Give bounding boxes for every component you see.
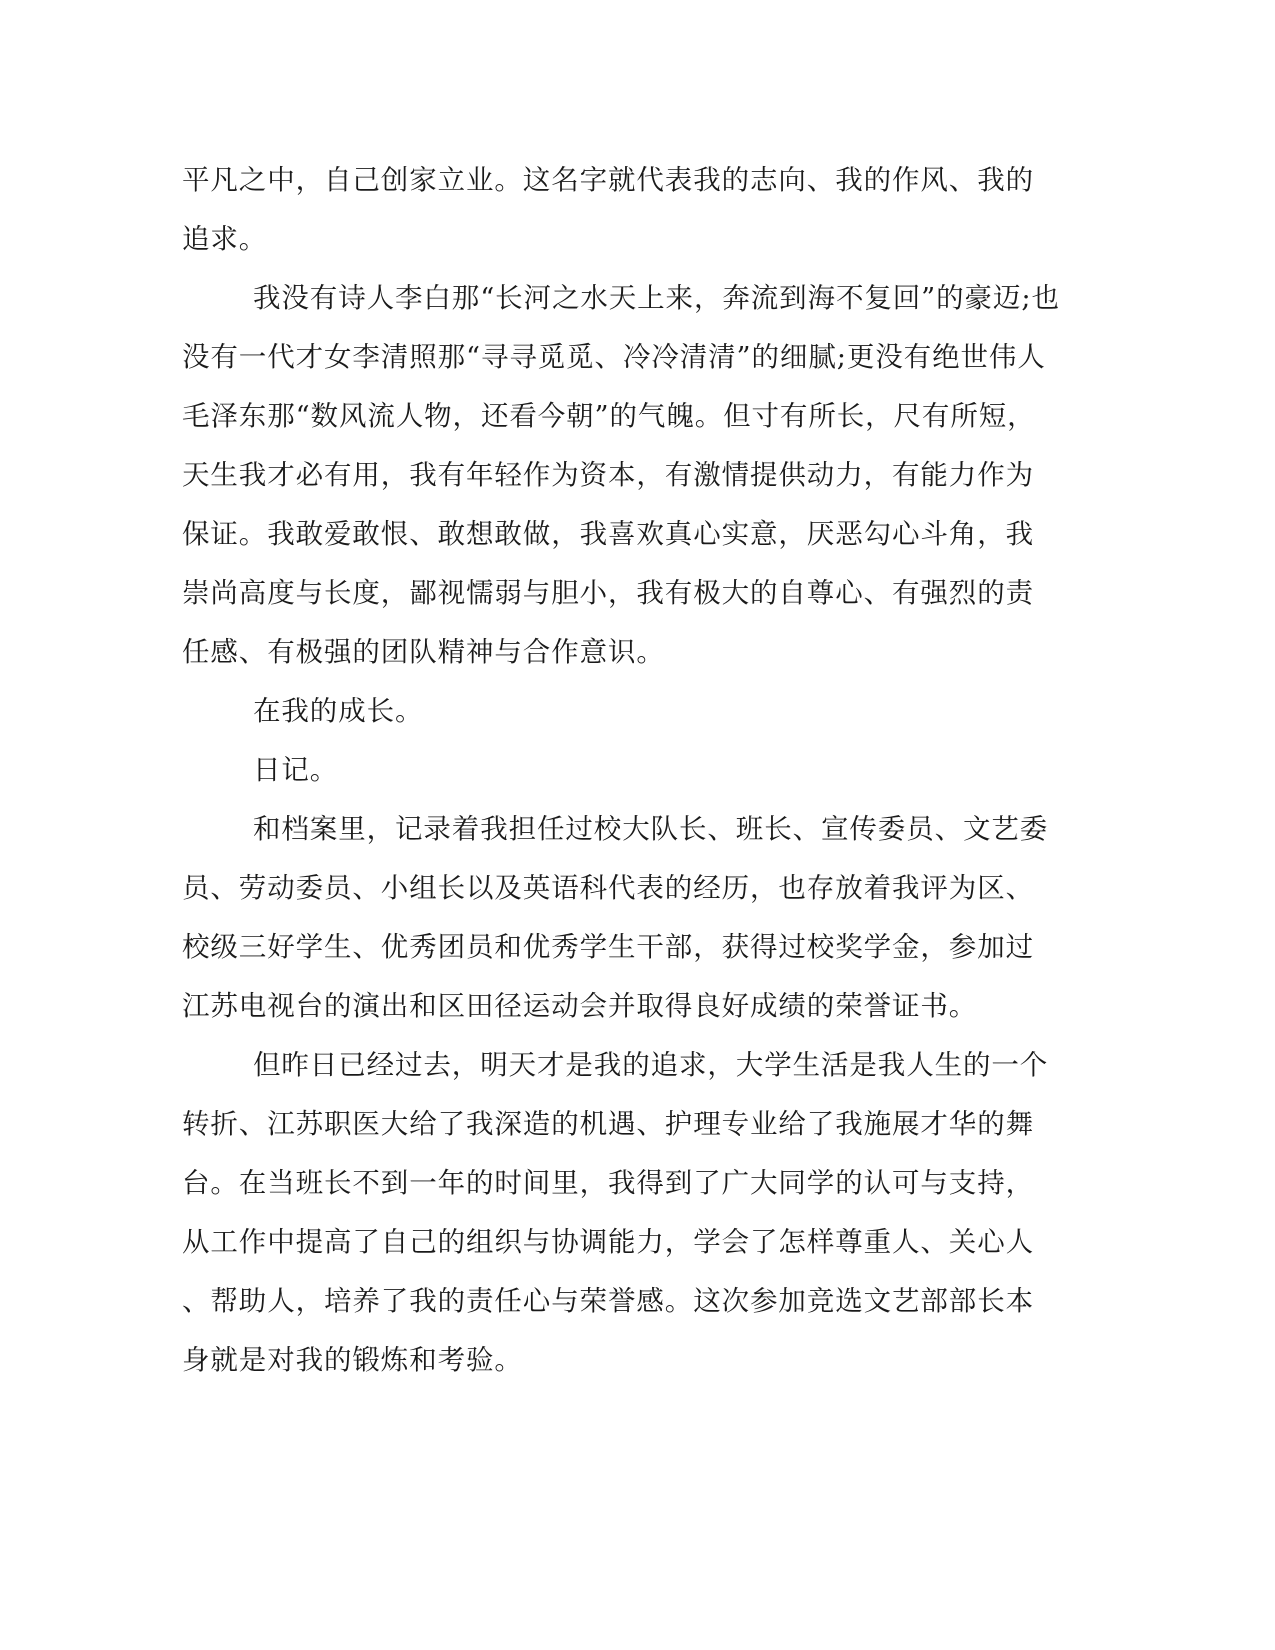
paragraph-start-line: 日记。 <box>253 754 339 786</box>
text-line: 员、劳动委员、小组长以及英语科代表的经历，也存放着我评为区、 <box>182 872 1034 904</box>
text-line: 崇尚高度与长度，鄙视懦弱与胆小，我有极大的自尊心、有强烈的责 <box>182 577 1034 609</box>
text-line: 校级三好学生、优秀团员和优秀学生干部，获得过校奖学金，参加过 <box>182 931 1034 963</box>
text-line: 天生我才必有用，我有年轻作为资本，有激情提供动力，有能力作为 <box>182 459 1034 491</box>
text-line: 追求。 <box>182 223 268 255</box>
text-line: 、帮助人，培养了我的责任心与荣誉感。这次参加竞选文艺部部长本 <box>182 1285 1034 1317</box>
text-line: 身就是对我的锻炼和考验。 <box>182 1344 523 1376</box>
paragraph-start-line: 和档案里，记录着我担任过校大队长、班长、宣传委员、文艺委 <box>253 813 1049 845</box>
text-line: 毛泽东那“数风流人物，还看今朝”的气魄。但寸有所长，尺有所短， <box>182 400 1036 432</box>
paragraph-start-line: 我没有诗人李白那“长河之水天上来，奔流到海不复回”的豪迈;也 <box>253 282 1060 314</box>
text-line: 平凡之中，自己创家立业。这名字就代表我的志向、我的作风、我的 <box>182 164 1034 196</box>
text-line: 保证。我敢爱敢恨、敢想敢做，我喜欢真心实意，厌恶勾心斗角，我 <box>182 518 1034 550</box>
text-line: 从工作中提高了自己的组织与协调能力，学会了怎样尊重人、关心人 <box>182 1226 1034 1258</box>
paragraph-start-line: 但昨日已经过去，明天才是我的追求，大学生活是我人生的一个 <box>253 1049 1049 1081</box>
text-line: 转折、江苏职医大给了我深造的机遇、护理专业给了我施展才华的舞 <box>182 1108 1034 1140</box>
text-line: 江苏电视台的演出和区田径运动会并取得良好成绩的荣誉证书。 <box>182 990 978 1022</box>
text-line: 任感、有极强的团队精神与合作意识。 <box>182 636 665 668</box>
text-line: 台。在当班长不到一年的时间里，我得到了广大同学的认可与支持， <box>182 1167 1034 1199</box>
text-line: 没有一代才女李清照那“寻寻觅觅、冷冷清清”的细腻;更没有绝世伟人 <box>182 341 1046 373</box>
paragraph-start-line: 在我的成长。 <box>253 695 424 727</box>
